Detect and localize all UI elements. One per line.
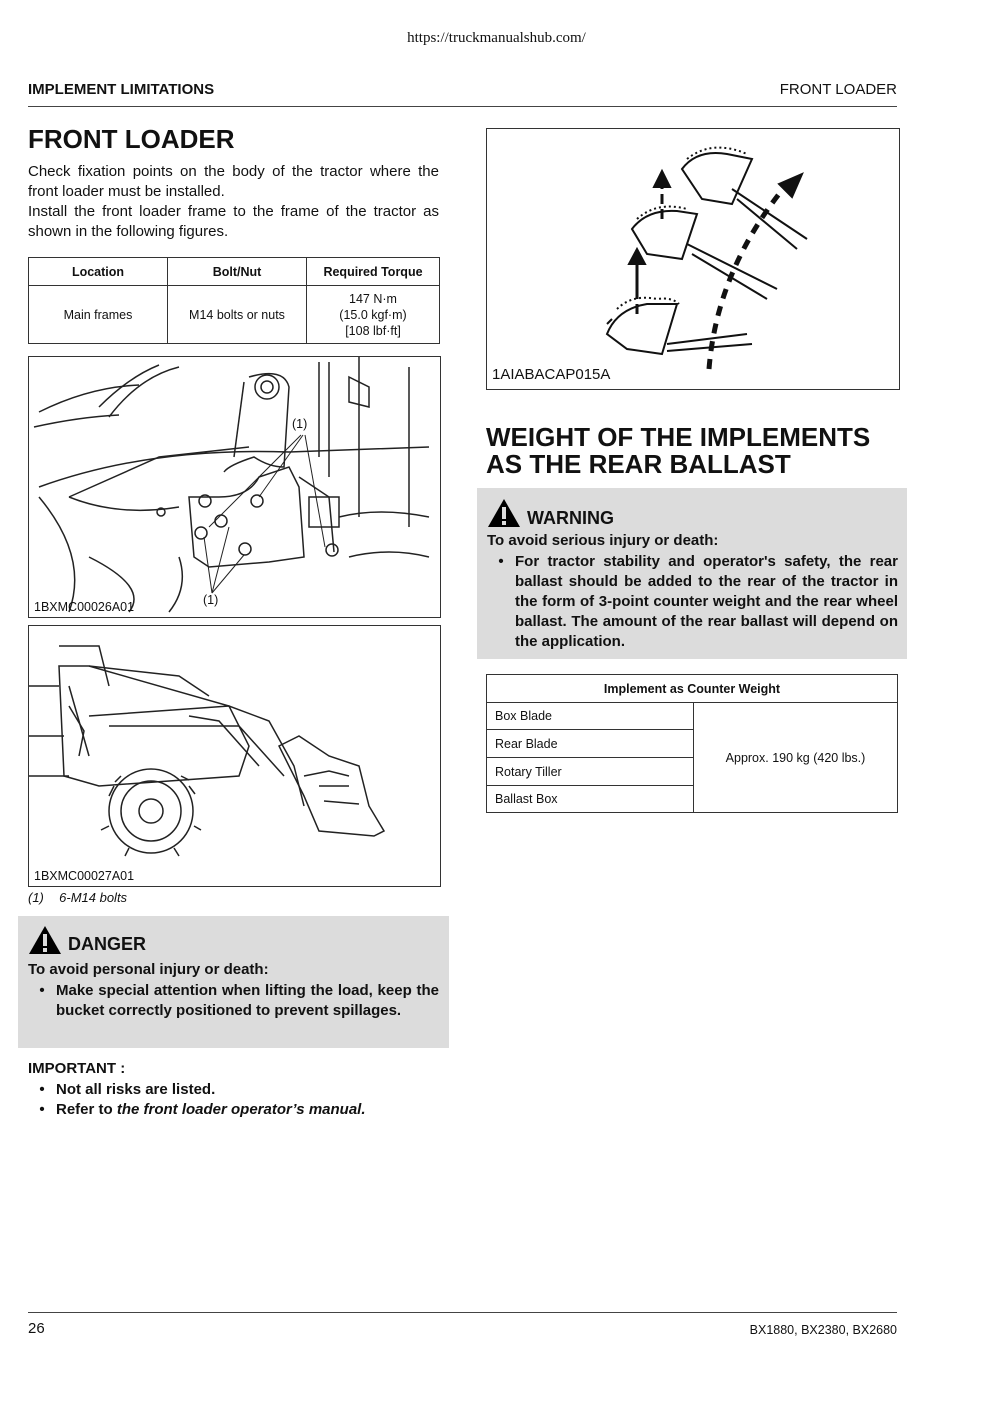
- bullet-dot: •: [498, 553, 504, 570]
- manual-reference: the front loader operator’s manual.: [116, 1101, 366, 1118]
- mount-bracket-illustration: [29, 357, 440, 617]
- cell-bolt: M14 bolts or nuts: [168, 286, 307, 344]
- figure-code: 1BXMC00026A01: [34, 600, 135, 614]
- page-number: 26: [28, 1320, 45, 1337]
- callout-1-bottom: (1): [203, 593, 219, 607]
- cell-location: Main frames: [29, 286, 168, 344]
- warning-bullet-text: For tractor stability and operator's safety, the rear ballast should be added to the rear of the tractor in the form of 3-point counter weight and the rear wheel ballast. The amount of the rear ballast will depend on the application.: [515, 553, 898, 650]
- figure-code: 1AIABACAP015A: [492, 366, 611, 383]
- weight-title-line-2: AS THE REAR BALLAST: [486, 449, 791, 479]
- table-row: Rotary Tiller: [487, 758, 694, 786]
- warning-subtitle: To avoid serious injury or death:: [487, 532, 719, 549]
- bucket-spill-illustration: [487, 129, 899, 389]
- important-bullet-2: [28, 1100, 439, 1120]
- torque-table: [28, 257, 440, 344]
- col-bolt: Bolt/Nut: [168, 258, 307, 286]
- important-bullet-1: [28, 1080, 439, 1100]
- col-torque: Required Torque: [307, 258, 440, 286]
- section-header: IMPLEMENT LIMITATIONS: [28, 81, 215, 98]
- chapter-header: FRONT LOADER: [779, 81, 897, 98]
- tractor-loader-illustration: [29, 626, 440, 886]
- warning-bullet: [487, 552, 898, 652]
- caption-text: 6-M14 bolts: [59, 890, 128, 905]
- col-location: Location: [29, 258, 168, 286]
- table-row: Ballast Box: [487, 786, 694, 813]
- figure-caption: [28, 890, 127, 905]
- warning-triangle-icon: [28, 925, 62, 955]
- cell-torque: [307, 286, 440, 344]
- warning-triangle-icon: [487, 498, 521, 528]
- torque-kgf: (15.0 kgf·m): [339, 307, 407, 322]
- figure-tractor-loader: [28, 625, 441, 887]
- warning-heading: [487, 496, 614, 529]
- danger-bullet: [28, 981, 439, 1021]
- bullet-dot: •: [39, 982, 45, 999]
- front-loader-intro: [28, 162, 439, 242]
- bullet-dot: •: [39, 1101, 45, 1118]
- weight-title: [486, 424, 870, 478]
- danger-bullet-text: Make special attention when lifting the load, keep the bucket correctly positioned to prevent spillages.: [56, 982, 439, 1019]
- danger-box: [18, 916, 449, 1048]
- danger-heading: [28, 924, 146, 955]
- footer-divider: [28, 1312, 897, 1313]
- warning-title: WARNING: [527, 508, 614, 528]
- callout-1-top: (1): [292, 417, 308, 431]
- header-divider: [28, 106, 897, 107]
- figure-code: 1BXMC00027A01: [34, 869, 135, 883]
- intro-paragraph-1: Check fixation points on the body of the tractor where the front loader must be installed.: [28, 163, 439, 200]
- torque-nm: 147 N·m: [349, 291, 397, 306]
- counter-weight-table: [486, 674, 898, 813]
- figure-mount-bracket: [28, 356, 441, 618]
- torque-lbf: [108 lbf·ft]: [345, 323, 401, 338]
- intro-paragraph-2: Install the front loader frame to the frame of the tractor as shown in the following figures.: [28, 203, 439, 240]
- important-bullet-1-text: Not all risks are listed.: [56, 1081, 216, 1098]
- source-url[interactable]: https://truckmanualshub.com/: [407, 30, 586, 46]
- important-title: IMPORTANT :: [28, 1060, 126, 1077]
- table-row: Rear Blade: [487, 730, 694, 758]
- counter-weight-value: Approx. 190 kg (420 lbs.): [694, 703, 898, 813]
- danger-subtitle: To avoid personal injury or death:: [28, 961, 269, 978]
- warning-box: [477, 488, 907, 659]
- figure-bucket-spill: [486, 128, 900, 390]
- front-loader-title: FRONT LOADER: [28, 124, 235, 154]
- bullet-dot: •: [39, 1081, 45, 1098]
- counter-weight-header: Implement as Counter Weight: [487, 675, 898, 703]
- danger-title: DANGER: [68, 934, 147, 954]
- table-row: Box Blade: [487, 703, 694, 730]
- weight-title-line-1: WEIGHT OF THE IMPLEMENTS: [486, 422, 871, 452]
- model-numbers: BX1880, BX2380, BX2680: [749, 1323, 897, 1337]
- important-bullet-2-text: Refer to the front loader operator’s manual.: [56, 1101, 366, 1118]
- caption-number: (1): [28, 890, 44, 905]
